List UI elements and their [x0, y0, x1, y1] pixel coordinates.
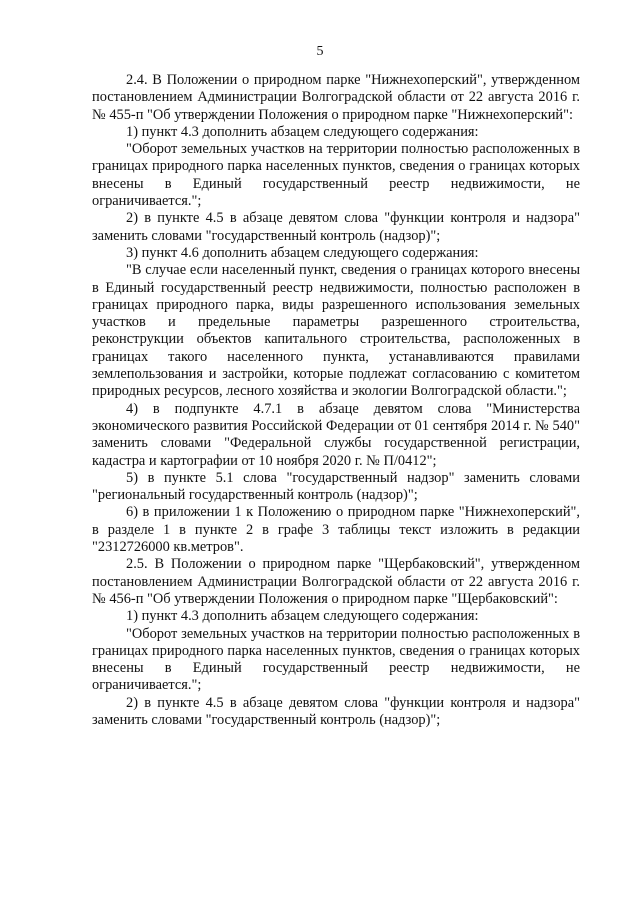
paragraph-2-4-item-1: 1) пункт 4.3 дополнить абзацем следующего содержания:: [126, 123, 479, 140]
paragraph-2-5-item-1-quote: "Оборот земельных участков на территории полностью расположенных в границах природного парка населенных пунктов, сведения о границах которых внесены в Единый государственный реестр недвижимости, не ограничивается.";: [92, 625, 580, 694]
paragraph-2-5: 2.5. В Положении о природном парке "Щербаковский", утвержденном постановлением Администрации Волгоградской области от 22 августа 2016 г. № 456-п "Об утверждении Положения о природном парке "Щербаковский":: [92, 556, 580, 607]
page-number: 5: [316, 44, 324, 59]
paragraph-2-4: 2.4. В Положении о природном парке "Нижнехоперский", утвержденном постановлением Администрации Волгоградской области от 22 августа 2016 г. № 455-п "Об утверждении Положения о природном парке "Нижнехоперский":: [92, 72, 580, 123]
paragraph-2-4-item-6: 6) в приложении 1 к Положению о природном парке "Нижнехоперский", в разделе 1 в пункте 2 в графе 3 таблицы текст изложить в редакции "2312726000 кв.метров".: [92, 504, 580, 556]
paragraph-2-4-item-2: 2) в пункте 4.5 в абзаце девятом слова "функции контроля и надзора" заменить словами "государственный контроль (надзор)";: [92, 210, 580, 244]
paragraph-2-4-item-4: 4) в подпункте 4.7.1 в абзаце девятом слова "Министерства экономического развития Российской Федерации от 01 сентября 2014 г. № 540" заменить словами "Федеральной службы государственной регистрации, кадастра и картографии от 10 ноября 2020 г. № П/0412";: [92, 400, 580, 469]
paragraph-2-4-item-3: 3) пункт 4.6 дополнить абзацем следующего содержания:: [126, 244, 479, 261]
paragraph-2-5-item-1: 1) пункт 4.3 дополнить абзацем следующего содержания:: [126, 608, 479, 625]
paragraph-2-4-item-1-quote: "Оборот земельных участков на территории полностью расположенных в границах природного парка населенных пунктов, сведения о границах которых внесены в Единый государственный реестр недвижимости, не ограничивается.";: [92, 141, 580, 210]
paragraph-2-4-item-5: 5) в пункте 5.1 слова "государственный надзор" заменить словами "региональный государственный контроль (надзор)";: [92, 469, 580, 504]
paragraph-2-4-item-3-quote: "В случае если населенный пункт, сведения о границах которого внесены в Единый государственный реестр недвижимости, полностью расположен в границах природного парка, виды разрешенного использования земельных участков и предельные параметры разрешенного строительства, реконструкции объектов капитального строительства, расположенных в границах такого населенного пункта, устанавливаются правилами землепользования и застройки, которые подлежат согласованию с комитетом природных ресурсов, лесного хозяйства и экологии Волгоградской области.";: [92, 262, 580, 400]
document-body: [92, 72, 580, 729]
paragraph-2-5-item-2: 2) в пункте 4.5 в абзаце девятом слова "функции контроля и надзора" заменить словами "государственный контроль (надзор)";: [92, 694, 580, 728]
